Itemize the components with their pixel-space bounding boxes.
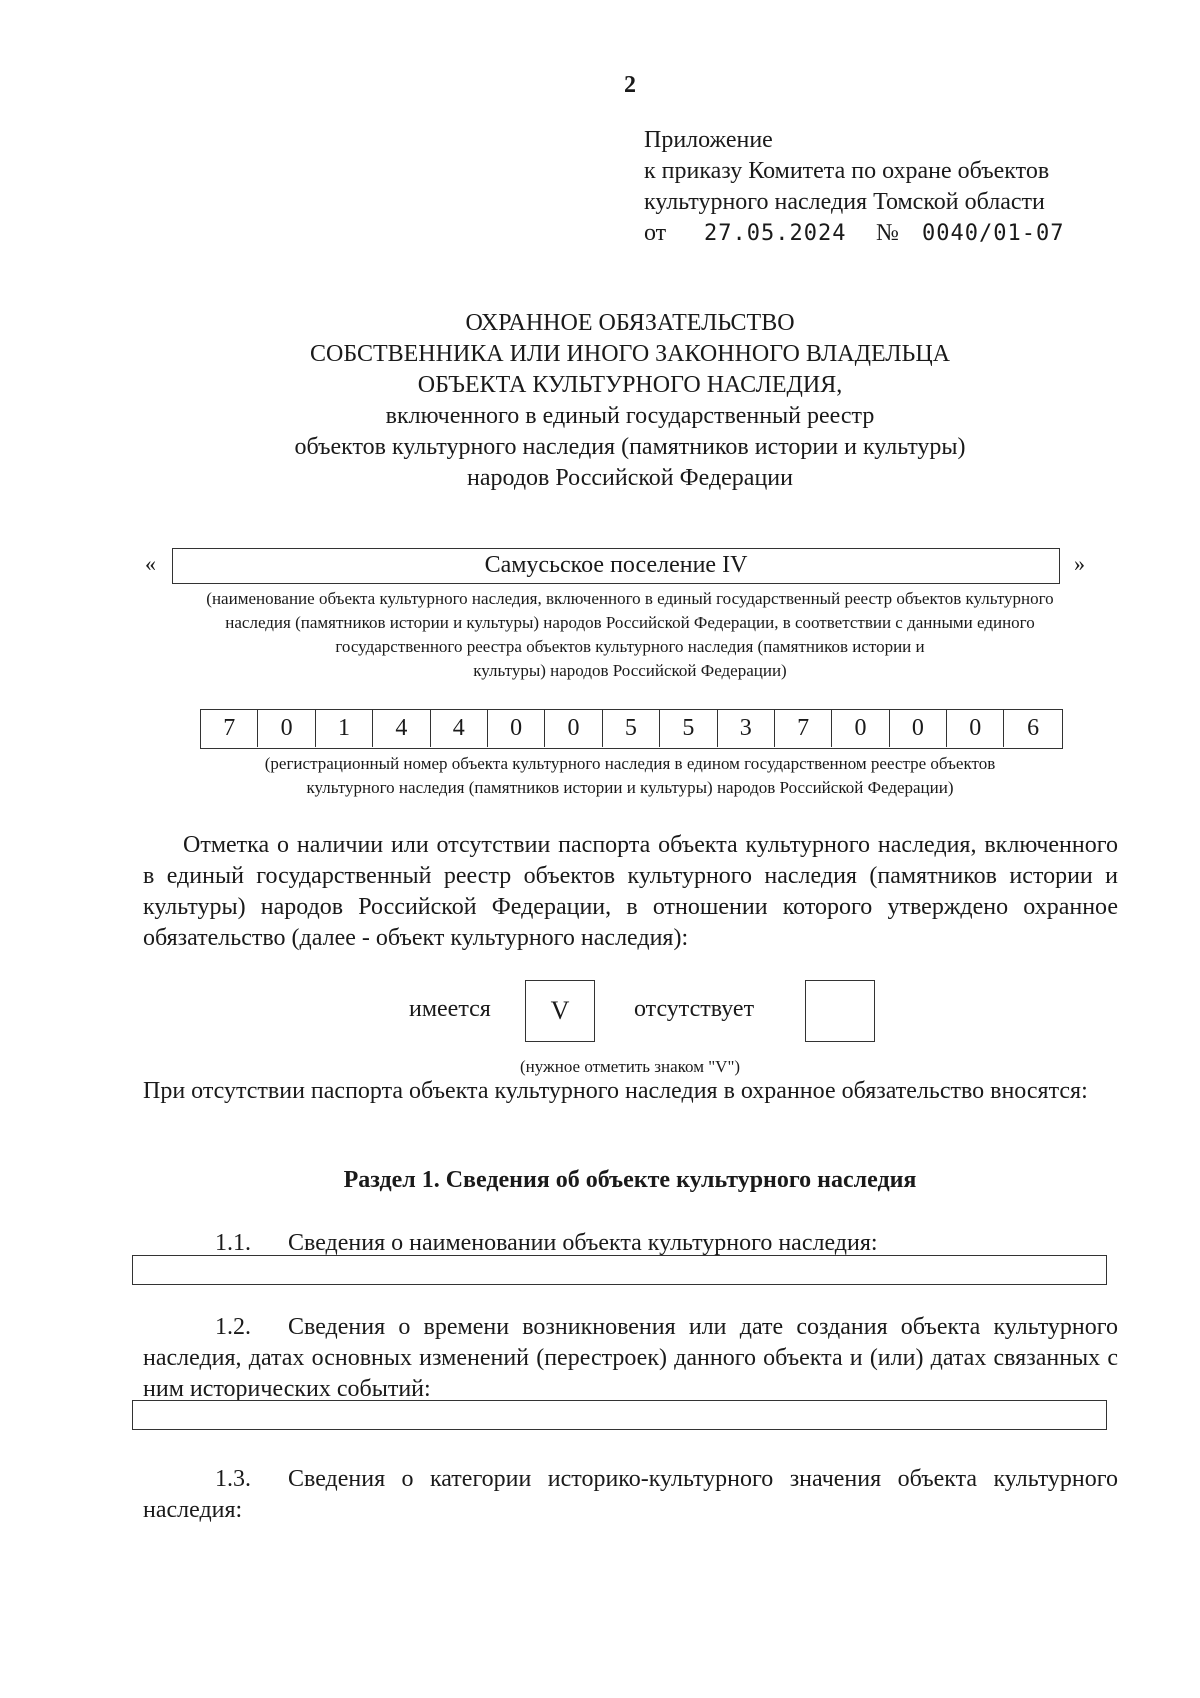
reg-digit-cell: 4 bbox=[431, 710, 488, 747]
reg-digit-cell: 1 bbox=[316, 710, 373, 747]
object-name-field[interactable]: Самусьское поселение IV bbox=[172, 548, 1060, 584]
present-label: имеется bbox=[409, 996, 491, 1022]
reg-digit-cell: 0 bbox=[890, 710, 947, 747]
mark-hint: (нужное отметить знаком "V") bbox=[519, 1057, 741, 1076]
title-line-6: народов Российской Федерации bbox=[467, 465, 793, 491]
reg-digit-cell: 0 bbox=[832, 710, 889, 747]
absent-label: отсутствует bbox=[634, 996, 755, 1022]
absent-checkbox[interactable] bbox=[805, 980, 875, 1042]
object-name-caption bbox=[140, 587, 1120, 683]
absence-note: При отсутствии паспорта объекта культурного наследия в охранное обязательство вносятся: bbox=[143, 1078, 1088, 1104]
annex-line-1: Приложение bbox=[644, 127, 773, 153]
item-1-3 bbox=[143, 1464, 1118, 1526]
reg-digit-cell: 7 bbox=[775, 710, 832, 747]
annex-header bbox=[644, 125, 1064, 249]
annex-order-line bbox=[644, 218, 1064, 249]
object-name-info-field[interactable] bbox=[132, 1255, 1107, 1285]
passport-paragraph-text: Отметка о наличии или отсутствии паспорта объекта культурного наследия, включенного в единый государственный реестр объектов культурного наследия (памятников истории и культуры) народов Российской Федерации, в отношении которого утверждено охранное обязательство (далее - объект культурного наследия): bbox=[143, 832, 1118, 951]
item-text: Сведения о наименовании объекта культурного наследия: bbox=[288, 1230, 878, 1256]
item-number: 1.2. bbox=[215, 1314, 251, 1340]
order-number: 0040/01-07 bbox=[922, 221, 1065, 246]
annex-line-3: культурного наследия Томской области bbox=[644, 189, 1045, 215]
registration-number-field[interactable] bbox=[200, 709, 1063, 749]
caption-line: (наименование объекта культурного наследия, включенного в единый государственный реестр объектов культурного bbox=[206, 589, 1054, 608]
item-text: Сведения о категории историко-культурного значения объекта культурного наследия: bbox=[143, 1466, 1118, 1523]
item-number: 1.3. bbox=[215, 1466, 251, 1492]
caption-line: (регистрационный номер объекта культурного наследия в едином государственном реестре объектов bbox=[264, 754, 996, 773]
reg-digit-cell: 0 bbox=[488, 710, 545, 747]
reg-digit-cell: 0 bbox=[947, 710, 1004, 747]
item-1-2 bbox=[143, 1312, 1118, 1405]
title-line-1: ОХРАННОЕ ОБЯЗАТЕЛЬСТВО bbox=[465, 310, 795, 336]
reg-digit-cell: 5 bbox=[660, 710, 717, 747]
title-line-4: включенного в единый государственный реестр bbox=[385, 403, 875, 429]
caption-line: культурного наследия (памятников истории и культуры) народов Российской Федерации) bbox=[306, 778, 954, 797]
reg-digit-cell: 0 bbox=[545, 710, 602, 747]
open-quote: « bbox=[145, 551, 156, 576]
item-text: Сведения о времени возникновения или дате создания объекта культурного наследия, датах основных изменений (перестроек) данного объекта и (или) датах связанных с ним исторических событий: bbox=[143, 1314, 1118, 1402]
passport-mark-row bbox=[0, 980, 1200, 1042]
number-label: № bbox=[876, 220, 899, 246]
order-date: 27.05.2024 bbox=[704, 221, 847, 246]
reg-digit-cell: 6 bbox=[1027, 715, 1040, 741]
reg-digit-cell: 0 bbox=[258, 710, 315, 747]
title-line-2: СОБСТВЕННИКА ИЛИ ИНОГО ЗАКОННОГО ВЛАДЕЛЬЦА bbox=[309, 341, 951, 367]
registration-caption bbox=[160, 752, 1100, 800]
caption-line: государственного реестра объектов культурного наследия (памятников истории и bbox=[335, 637, 925, 656]
title-line-5: объектов культурного наследия (памятников истории и культуры) bbox=[294, 434, 966, 460]
item-number: 1.1. bbox=[215, 1230, 251, 1256]
reg-digit-cell: 5 bbox=[603, 710, 660, 747]
present-checkbox[interactable]: V bbox=[525, 980, 595, 1042]
passport-paragraph bbox=[143, 830, 1118, 954]
creation-date-info-field[interactable] bbox=[132, 1400, 1107, 1430]
reg-digit-cell: 7 bbox=[201, 710, 258, 747]
reg-digit-cell: 4 bbox=[373, 710, 430, 747]
annex-line-2: к приказу Комитета по охране объектов bbox=[644, 158, 1050, 184]
document-title bbox=[140, 308, 1120, 494]
close-quote: » bbox=[1074, 551, 1085, 576]
title-line-3: ОБЪЕКТА КУЛЬТУРНОГО НАСЛЕДИЯ, bbox=[417, 372, 843, 398]
reg-digit-cell: 3 bbox=[718, 710, 775, 747]
page-number: 2 bbox=[624, 72, 636, 98]
caption-line: культуры) народов Российской Федерации) bbox=[473, 661, 787, 680]
caption-line: наследия (памятников истории и культуры) народов Российской Федерации, в соответствии с данными единого bbox=[225, 613, 1035, 632]
section-1-heading: Раздел 1. Сведения об объекте культурного наследия bbox=[343, 1167, 917, 1193]
from-label: от bbox=[644, 220, 667, 246]
